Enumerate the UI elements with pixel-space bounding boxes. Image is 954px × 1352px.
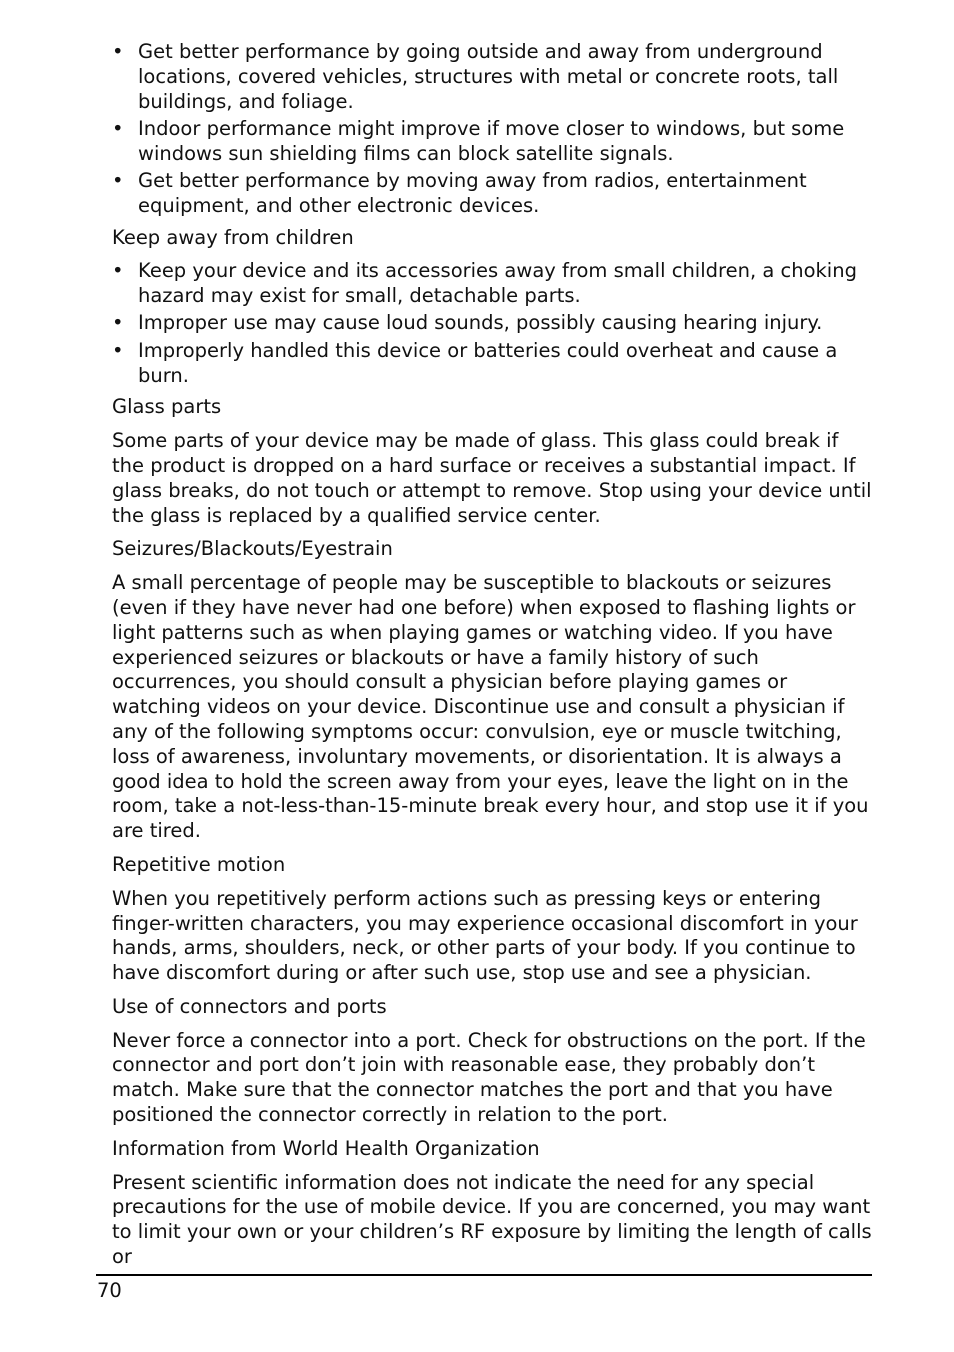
list-item [112, 259, 872, 309]
section-heading-who: Information from World Health Organization [112, 1136, 540, 1160]
seizures-paragraph: A small percentage of people may be susceptible to blackouts or seizures (even if they have never had one before) when exposed to flashing lights or light patterns such as when playing games or watching video. If you have experienced seizures or blackouts or have a family history of such occurrences, you should consult a physician before playing games or watching videos on your device. Discontinue use and consult a physician if any of the following symptoms occur: convulsion, eye or muscle twitching, loss of awareness, involuntary movements, or disorientation. It is always a good idea to hold the screen away from your eyes, leave the light on in the room, take a not-less-than-15-minute break every hour, and stop use it if you are tired. [112, 571, 869, 843]
list-item-text: Indoor performance might improve if move closer to windows, but some windows sun shielding films can block satellite signals. [138, 116, 845, 165]
bullet-icon: • [112, 311, 124, 335]
list-item-text: Improperly handled this device or batteries could overheat and cause a burn. [138, 338, 838, 387]
page-number: 70 [97, 1279, 122, 1302]
glass-paragraph: Some parts of your device may be made of glass. This glass could break if the product is dropped on a hard surface or receives a substantial impact. If glass breaks, do not touch or attempt to remove. Stop using your device until the glass is replaced by a qualified service center. [112, 429, 872, 527]
children-safety-list [112, 259, 872, 388]
bullet-icon: • [112, 259, 124, 283]
section-heading-connectors: Use of connectors and ports [112, 994, 387, 1018]
list-item-text: Get better performance by moving away from radios, entertainment equipment, and other electronic devices. [138, 168, 807, 217]
list-item-text: Improper use may cause loud sounds, possibly causing hearing injury. [138, 311, 823, 335]
bullet-icon: • [112, 116, 124, 140]
section-heading-seizures: Seizures/Blackouts/Eyestrain [112, 537, 393, 561]
list-item-text: Get better performance by going outside and away from underground locations, covered vehicles, structures with metal or concrete roots, tall buildings, and foliage. [138, 40, 839, 113]
page-content [112, 40, 872, 1279]
repetitive-paragraph: When you repetitively perform actions such as pressing keys or entering finger-written characters, you may experience occasional discomfort in your hands, arms, shoulders, neck, or other parts of your body. If you continue to have discomfort during or after such use, stop use and see a physician. [112, 886, 858, 985]
list-item [112, 339, 872, 389]
list-item [112, 40, 872, 114]
bullet-icon: • [112, 40, 124, 63]
who-paragraph: Present scientific information does not indicate the need for any special precautions for the use of mobile device. If you are concerned, you may want to limit your own or your children’s RF exposure by limiting the length of calls or [112, 1170, 872, 1269]
list-item [112, 117, 872, 167]
bullet-icon: • [112, 338, 124, 362]
section-heading-repetitive: Repetitive motion [112, 852, 286, 876]
list-item-text: Keep your device and its accessories away from small children, a choking hazard may exist for small, detachable parts. [138, 259, 857, 308]
section-heading-glass: Glass parts [112, 395, 222, 419]
gps-tips-list [112, 40, 872, 219]
list-item [112, 311, 872, 336]
footer-rule [96, 1274, 872, 1276]
connectors-paragraph: Never force a connector into a port. Check for obstructions on the port. If the connector and port don’t join with reasonable ease, they probably don’t match. Make sure that the connector matches the port and that you have positioned the connector correctly in relation to the port. [112, 1028, 866, 1127]
section-heading-children: Keep away from children [112, 225, 354, 249]
list-item [112, 169, 872, 219]
bullet-icon: • [112, 168, 124, 192]
